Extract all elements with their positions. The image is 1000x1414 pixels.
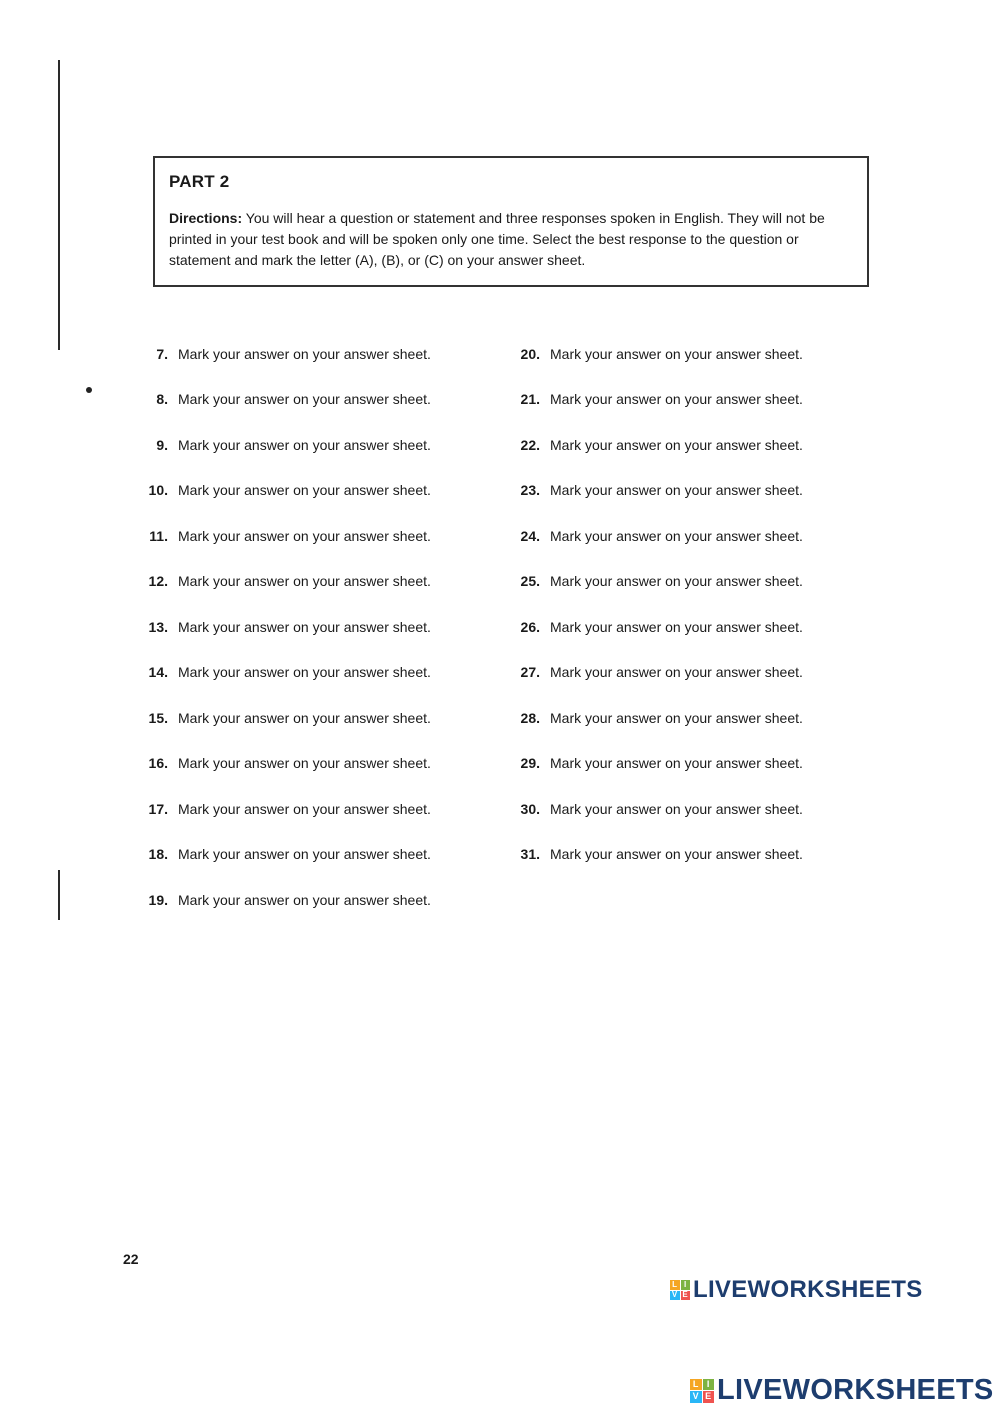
question-instruction: Mark your answer on your answer sheet. <box>178 573 431 590</box>
question-number: 11. <box>149 527 168 544</box>
question-item <box>512 741 852 787</box>
question-instruction: Mark your answer on your answer sheet. <box>178 527 431 544</box>
question-number: 15. <box>148 709 168 726</box>
question-instruction: Mark your answer on your answer sheet. <box>550 391 803 408</box>
directions-box <box>153 156 869 287</box>
question-instruction: Mark your answer on your answer sheet. <box>178 755 431 772</box>
question-number: 7. <box>156 345 168 362</box>
question-item <box>512 695 852 741</box>
question-instruction: Mark your answer on your answer sheet. <box>178 391 431 408</box>
question-item <box>140 786 480 832</box>
question-instruction: Mark your answer on your answer sheet. <box>550 436 803 453</box>
question-instruction: Mark your answer on your answer sheet. <box>550 527 803 544</box>
question-item <box>140 877 480 923</box>
question-number: 28. <box>520 709 540 726</box>
question-item <box>140 741 480 787</box>
question-number: 24. <box>520 527 540 544</box>
question-number: 19. <box>148 891 168 908</box>
question-item <box>512 832 852 878</box>
question-item <box>512 604 852 650</box>
question-instruction: Mark your answer on your answer sheet. <box>550 755 803 772</box>
directions-paragraph <box>169 208 855 271</box>
question-instruction: Mark your answer on your answer sheet. <box>550 345 803 362</box>
question-number: 9. <box>156 436 168 453</box>
page-number: 22 <box>123 1251 139 1267</box>
question-number: 30. <box>520 800 540 817</box>
question-item <box>140 331 480 377</box>
question-instruction: Mark your answer on your answer sheet. <box>178 436 431 453</box>
question-number: 13. <box>148 618 168 635</box>
question-number: 17. <box>148 800 168 817</box>
scan-speck <box>86 387 92 393</box>
question-instruction: Mark your answer on your answer sheet. <box>550 709 803 726</box>
brand-name: LIVEWORKSHEETS <box>693 1276 923 1303</box>
question-instruction: Mark your answer on your answer sheet. <box>550 482 803 499</box>
question-number: 23. <box>520 482 540 499</box>
question-instruction: Mark your answer on your answer sheet. <box>178 800 431 817</box>
question-instruction: Mark your answer on your answer sheet. <box>550 618 803 635</box>
question-number: 10. <box>148 482 168 499</box>
brand-name: LIVEWORKSHEETS <box>717 1374 994 1406</box>
question-instruction: Mark your answer on your answer sheet. <box>550 573 803 590</box>
question-number: 27. <box>520 664 540 681</box>
question-item <box>512 786 852 832</box>
directions-label: Directions: <box>169 210 243 226</box>
question-item <box>140 559 480 605</box>
question-instruction: Mark your answer on your answer sheet. <box>550 664 803 681</box>
question-instruction: Mark your answer on your answer sheet. <box>178 482 431 499</box>
question-item <box>140 468 480 514</box>
question-instruction: Mark your answer on your answer sheet. <box>178 664 431 681</box>
scan-margin-line <box>58 870 60 920</box>
question-item <box>512 513 852 559</box>
question-instruction: Mark your answer on your answer sheet. <box>178 846 431 863</box>
question-number: 8. <box>156 391 168 408</box>
question-item <box>512 422 852 468</box>
liveworksheets-logo-icon: L I V E <box>671 1279 689 1300</box>
liveworksheets-brand <box>670 1276 923 1304</box>
question-number: 25. <box>520 573 540 590</box>
directions-text: You will hear a question or statement and three responses spoken in English. They will not be printed in your test book and will be spoken only one time. Select the best response to the question or statement and mark the letter (A), (B), or (C) on your answer sheet. <box>169 210 825 268</box>
question-number: 22. <box>520 436 540 453</box>
question-instruction: Mark your answer on your answer sheet. <box>178 891 431 908</box>
right-question-column <box>512 331 852 877</box>
question-instruction: Mark your answer on your answer sheet. <box>178 618 431 635</box>
question-number: 18. <box>148 846 168 863</box>
question-number: 31. <box>520 846 540 863</box>
question-item <box>512 331 852 377</box>
question-item <box>140 832 480 878</box>
scan-margin-line <box>58 60 60 350</box>
question-item <box>140 422 480 468</box>
question-item <box>140 604 480 650</box>
liveworksheets-brand-footer <box>690 1374 994 1407</box>
question-instruction: Mark your answer on your answer sheet. <box>550 800 803 817</box>
question-instruction: Mark your answer on your answer sheet. <box>178 709 431 726</box>
question-number: 14. <box>148 664 168 681</box>
question-number: 20. <box>520 345 540 362</box>
question-item <box>512 468 852 514</box>
left-question-column <box>140 331 480 923</box>
question-item <box>512 377 852 423</box>
liveworksheets-logo-icon: L I V E <box>690 1379 714 1403</box>
question-item <box>512 650 852 696</box>
question-item <box>140 513 480 559</box>
question-instruction: Mark your answer on your answer sheet. <box>550 846 803 863</box>
question-number: 26. <box>520 618 540 635</box>
question-item <box>140 695 480 741</box>
question-number: 21. <box>520 391 540 408</box>
question-number: 29. <box>520 755 540 772</box>
question-instruction: Mark your answer on your answer sheet. <box>178 345 431 362</box>
question-item <box>140 650 480 696</box>
question-item <box>140 377 480 423</box>
question-number: 16. <box>148 755 168 772</box>
question-item <box>512 559 852 605</box>
question-number: 12. <box>148 573 168 590</box>
part-title: PART 2 <box>169 172 230 191</box>
